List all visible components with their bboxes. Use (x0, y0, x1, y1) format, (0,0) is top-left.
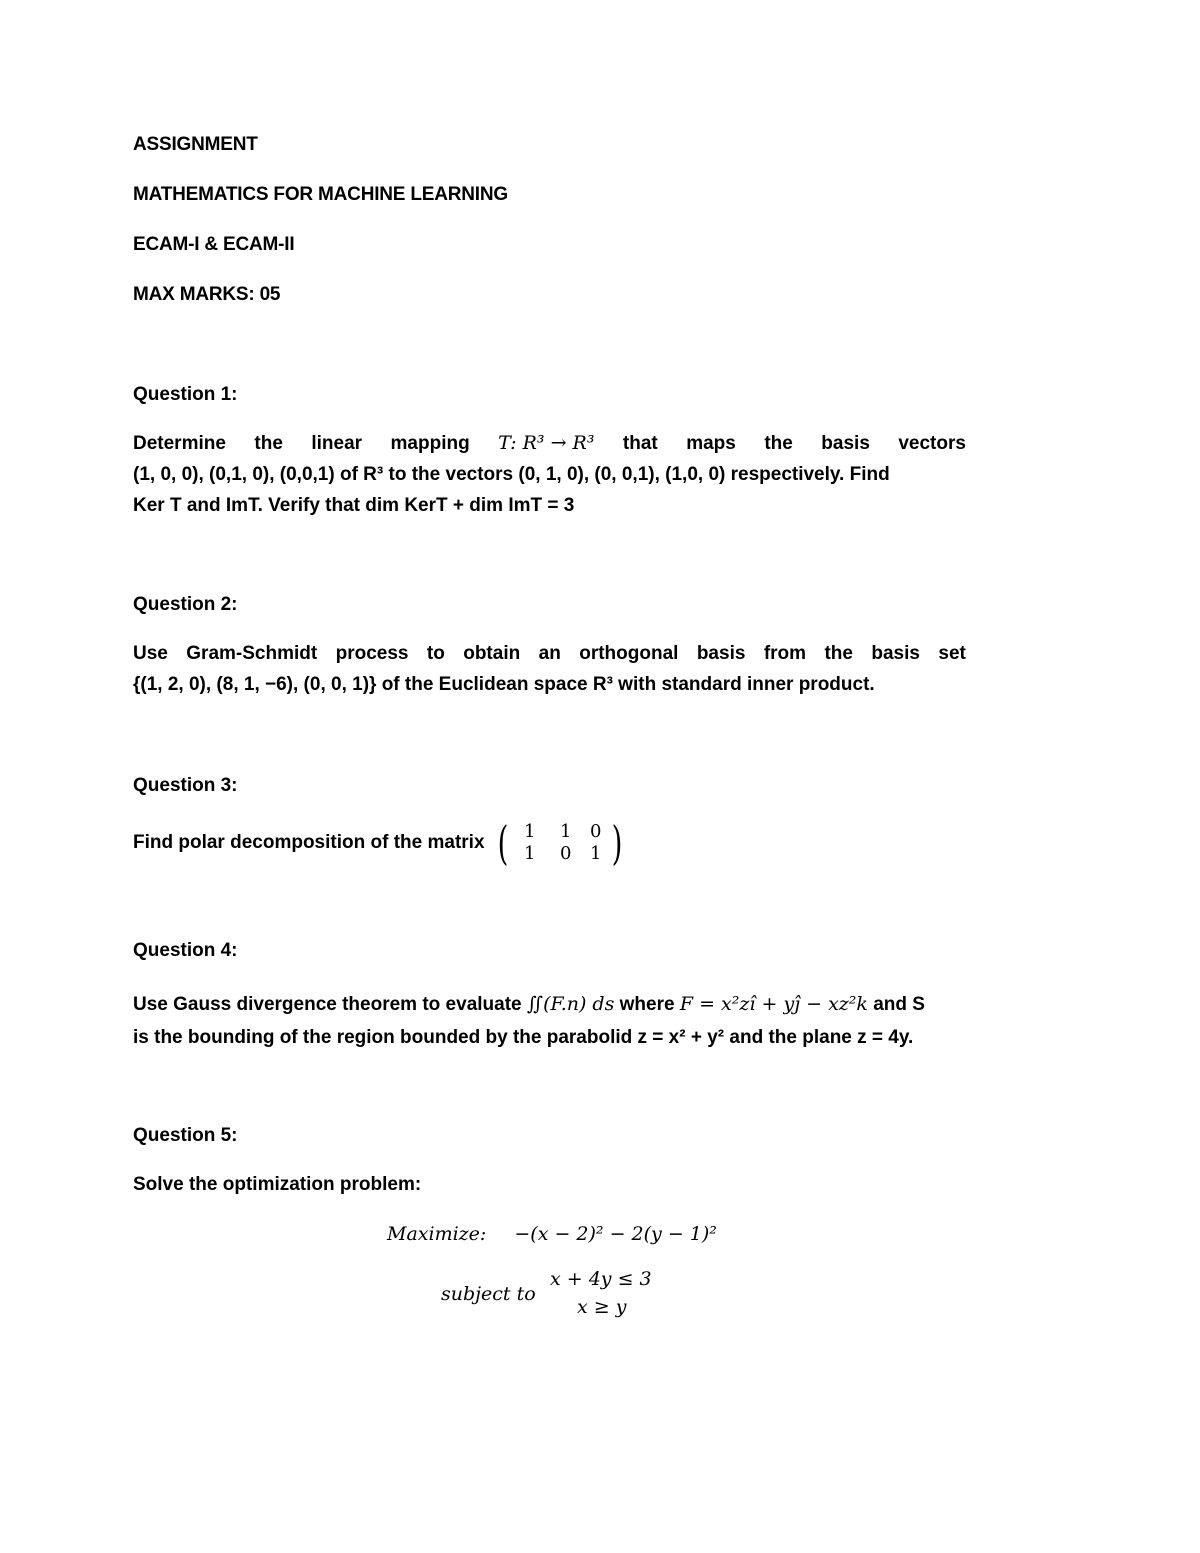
subject-to-text: subject to (441, 1283, 536, 1305)
q2-word: process (335, 643, 409, 664)
q2-word: Gram-Schmidt (186, 643, 318, 664)
max-marks: MAX MARKS: 05 (133, 284, 281, 305)
constraint-2 (577, 1296, 626, 1318)
matrix-entry: 0 (560, 842, 572, 864)
question-3-body (133, 815, 966, 870)
objective-function: −(x − 2)² − 2(y − 1)² (514, 1223, 717, 1245)
question-2-body (133, 638, 966, 700)
question-1-line-3: Ker T and ImT. Verify that dim KerT + dim ImT = 3 (133, 495, 575, 516)
question-1-line-2: (1, 0, 0), (0,1, 0), (0,0,1) of R³ to the vectors (0, 1, 0), (0, 0,1), (1,0, 0) respectively. Find (133, 464, 890, 485)
question-4-line-1 (133, 988, 966, 1021)
q4-tail: and S (873, 994, 925, 1015)
q2-word: set (938, 643, 966, 664)
q4-text: Use Gauss divergence theorem to evaluate (133, 994, 522, 1015)
q2-word: obtain (463, 643, 521, 664)
q1-word: the (254, 433, 283, 454)
question-5-heading: Question 5: (133, 1125, 238, 1146)
q1-word: vectors (898, 433, 966, 454)
q2-word: Use (133, 643, 168, 664)
question-2-line-2: {(1, 2, 0), (8, 1, −6), (0, 0, 1)} of the Euclidean space R³ with standard inner product. (133, 674, 875, 695)
question-4-body (133, 988, 966, 1054)
subject-title: MATHEMATICS FOR MACHINE LEARNING (133, 184, 508, 205)
q2-word: basis (871, 643, 920, 664)
question-4-line-2: is the bounding of the region bounded by the parabolid z = x² + y² and the plane z = 4y. (133, 1027, 914, 1048)
q1-word: mapping (390, 433, 470, 454)
question-1-body (133, 428, 966, 521)
question-3-heading: Question 3: (133, 775, 238, 796)
q2-word: to (426, 643, 445, 664)
q2-word: an (538, 643, 561, 664)
q1-word: linear (311, 433, 363, 454)
matrix-entry: 1 (524, 842, 536, 864)
matrix-entry: 0 (590, 820, 602, 842)
question-2-line-1 (133, 638, 966, 669)
q2-word: basis (696, 643, 746, 664)
assignment-title: ASSIGNMENT (133, 134, 258, 155)
matrix-left-paren: ( (497, 815, 509, 870)
q2-word: orthogonal (579, 643, 679, 664)
objective-label: Maximize: (387, 1223, 487, 1245)
q4-vector-field: F = x²zî + yĵ − xz²k (679, 993, 868, 1015)
question-2-heading: Question 2: (133, 594, 238, 615)
q1-word: that (622, 433, 658, 454)
class-names: ECAM-I & ECAM-II (133, 234, 295, 255)
question-4-heading: Question 4: (133, 940, 238, 961)
q2-word: from (763, 643, 807, 664)
question-3-text: Find polar decomposition of the matrix (133, 832, 485, 853)
q1-word: maps (686, 433, 736, 454)
q1-word: Determine (133, 433, 226, 454)
constraint-1-text: x + 4y ≤ 3 (550, 1268, 652, 1290)
q2-word: the (824, 643, 853, 664)
matrix-entry: 1 (590, 842, 602, 864)
q4-surface-integral: ∬(F.n) ds (526, 993, 615, 1015)
constraint-2-text: x ≥ y (577, 1296, 627, 1318)
q1-word: the (764, 433, 793, 454)
matrix-right-paren: ) (611, 815, 623, 870)
matrix-entry: 1 (560, 820, 572, 842)
question-1-line-1 (133, 428, 966, 459)
question-5-intro: Solve the optimization problem: (133, 1174, 422, 1195)
matrix-entries (512, 821, 608, 865)
subject-to-label (441, 1283, 536, 1305)
constraint-1 (550, 1268, 652, 1290)
q4-where: where (619, 994, 675, 1015)
objective-row (387, 1223, 717, 1245)
matrix-2x3 (494, 815, 626, 870)
q1-mapping-math: T: R³ → R³ (498, 432, 595, 454)
q1-word: basis (821, 433, 870, 454)
question-1-heading: Question 1: (133, 384, 238, 405)
matrix-entry: 1 (524, 820, 536, 842)
